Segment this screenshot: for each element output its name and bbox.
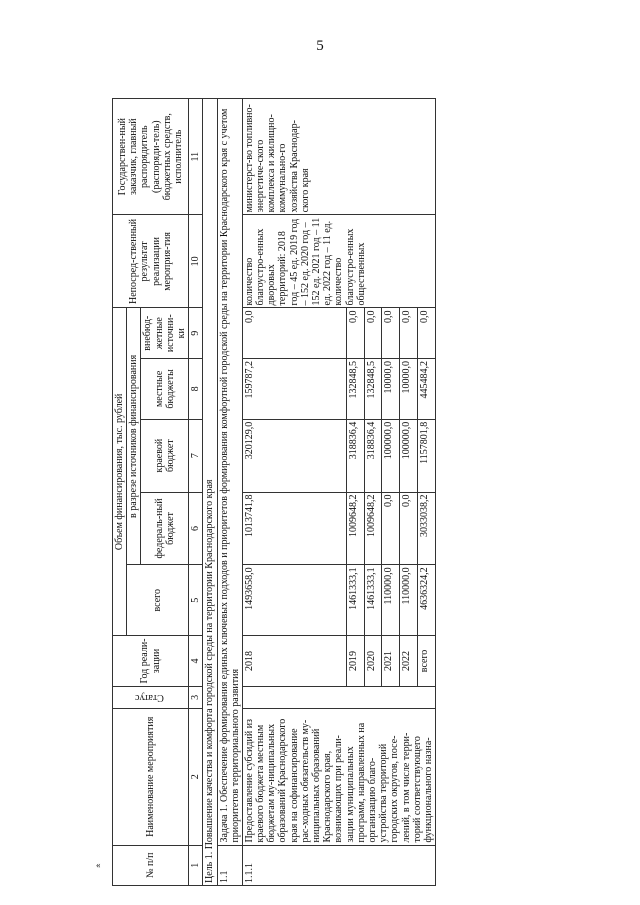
row-regional: 100000,0 (382, 419, 400, 492)
col-number: 7 (189, 419, 203, 492)
header-status: Статус (113, 686, 189, 708)
header-other: внебюд-жетные источни-ки (141, 308, 189, 359)
row-regional: 318836,4 (346, 419, 364, 492)
row-local: 132848,5 (364, 359, 382, 420)
task-row (217, 99, 242, 886)
goal-text: Цель 1. Повышение качества и комфорта городской среды на территории Краснодарского края (203, 99, 217, 886)
row-regional: 320129,0 (242, 419, 346, 492)
row-federal: 0,0 (400, 492, 418, 565)
task-num: 1.1 (217, 845, 242, 885)
header-volume: Объем финансирования, тыс. рублей (113, 308, 127, 636)
measure-name: Предоставление субсидий из краевого бюджета местным бюджетам му-ниципальных образований Краснодарского края на софинансирование рас-ходных обязательств му-ниципальных образований Краснодарского края, возникающих при реали-зации муниципальных программ, направленных на организацию благо-устройства территорий городских округов, посе-лений, в том числе терри-торий соответствующего функционального назна- (242, 709, 435, 846)
row-other: 0,0 (242, 308, 346, 359)
measure-status (242, 686, 435, 708)
task-text: Задача 1. Обеспечение формирования единых ключевых подходов и приоритетов формирования комфортной городской среды на территории Краснодарского края с учетом приоритетов территориального развития (217, 99, 242, 846)
col-number: 1 (189, 845, 203, 885)
col-number: 5 (189, 565, 203, 636)
row-local: 132848,5 (346, 359, 364, 420)
row-year: 2022 (400, 636, 418, 687)
row-year: 2018 (242, 636, 346, 687)
measure-num: 1.1.1 (242, 845, 435, 885)
row-local: 445484,2 (418, 359, 436, 420)
col-number: 4 (189, 636, 203, 687)
col-number: 6 (189, 492, 203, 565)
header-local: местные бюджеты (141, 359, 189, 420)
col-number: 9 (189, 308, 203, 359)
row-year: 2019 (346, 636, 364, 687)
col-number: 8 (189, 359, 203, 420)
row-federal: 3033038,2 (418, 492, 436, 565)
row-other: 0,0 (346, 308, 364, 359)
row-total: 1461333,1 (346, 565, 364, 636)
row-other: 0,0 (364, 308, 382, 359)
measure-customer: министерст-во топливно-энергетиче-ского комплекса и жилищно-коммунально-го хозяйства Краснодар-ского края (242, 99, 435, 215)
row-year: 2021 (382, 636, 400, 687)
col-number: 3 (189, 686, 203, 708)
header-name: Наименование мероприятия (113, 709, 189, 846)
row-total: 1493658,0 (242, 565, 346, 636)
rotated-table-container (112, 98, 620, 886)
header-by-source: в разрезе источников финансирования (127, 308, 141, 565)
row-federal: 1009648,2 (364, 492, 382, 565)
row-local: 10000,0 (400, 359, 418, 420)
row-total: 1461333,1 (364, 565, 382, 636)
row-regional: 318836,4 (364, 419, 382, 492)
page-number: 5 (316, 38, 324, 54)
row-year: 2020 (364, 636, 382, 687)
header-regional: краевой бюджет (141, 419, 189, 492)
col-number: 2 (189, 709, 203, 846)
row-regional: 100000,0 (400, 419, 418, 492)
row-local: 10000,0 (382, 359, 400, 420)
header-customer: Государствен-ный заказчик, главный распорядитель (распоряди-тель) бюджетных средств, исполнитель (113, 99, 189, 215)
program-table (112, 98, 436, 886)
row-total: 4636324,2 (418, 565, 436, 636)
header-federal: федераль-ный бюджет (141, 492, 189, 565)
header-year: Год реали-зации (113, 636, 189, 687)
row-local: 159787,2 (242, 359, 346, 420)
row-federal: 0,0 (382, 492, 400, 565)
row-other: 0,0 (418, 308, 436, 359)
row-federal: 1009648,2 (346, 492, 364, 565)
row-federal: 1013741,8 (242, 492, 346, 565)
measure-result: количество благоустро-енных дворовых территорий: 2018 год – 45 ед. 2019 год – 152 ед. 2020 год – 152 ед. 2021 год – 11 ед. 2022 год – 11 ед. количество благоустро-енных общественных (242, 215, 435, 308)
header-num: № п/п (113, 845, 189, 885)
column-number-row (189, 99, 203, 886)
row-regional: 1157801,8 (418, 419, 436, 492)
table-row (242, 99, 346, 886)
row-year: всего (418, 636, 436, 687)
header-result: Непосред-ственный результат реализации мероприя-тия (113, 215, 189, 308)
col-number: 11 (189, 99, 203, 215)
header-row-1 (113, 99, 127, 886)
header-total: всего (127, 565, 189, 636)
goal-row (203, 99, 217, 886)
row-other: 0,0 (400, 308, 418, 359)
row-total: 110000,0 (382, 565, 400, 636)
row-other: 0,0 (382, 308, 400, 359)
col-number: 10 (189, 215, 203, 308)
corner-mark: « (96, 860, 101, 870)
row-total: 110000,0 (400, 565, 418, 636)
